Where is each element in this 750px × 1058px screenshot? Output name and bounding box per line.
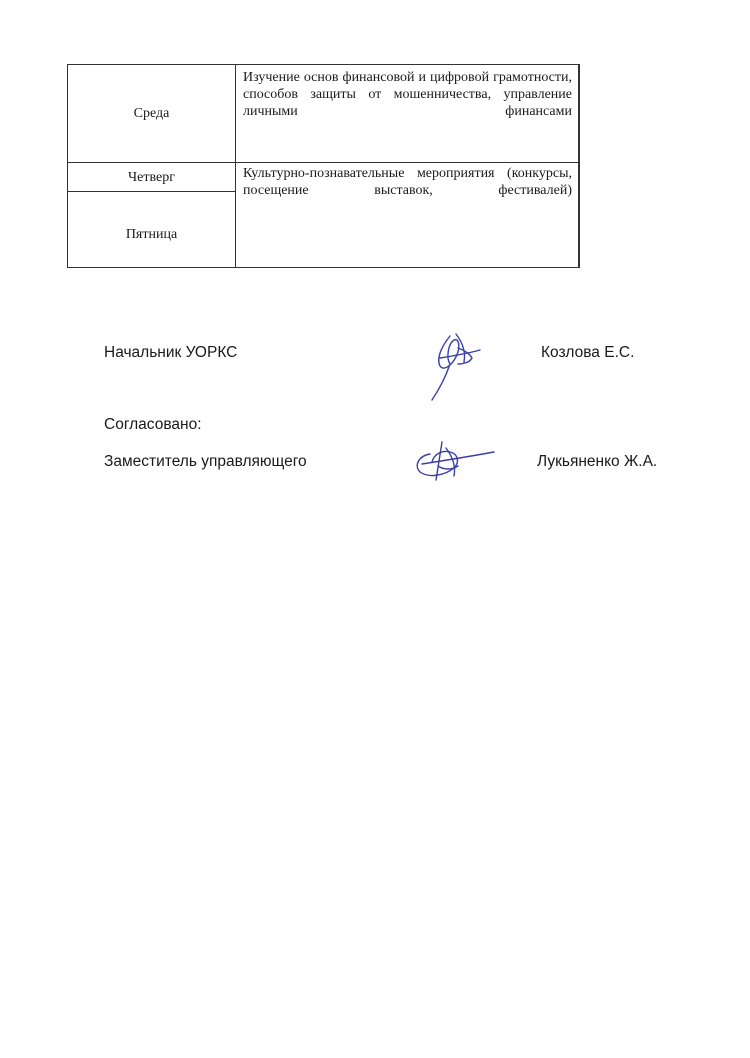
table-row xyxy=(68,65,580,163)
head-name: Козлова Е.С. xyxy=(541,344,635,361)
table-row xyxy=(68,163,580,191)
deputy-name: Лукьяненко Ж.А. xyxy=(537,453,658,470)
deputy-title: Заместитель управляющего xyxy=(104,453,307,470)
activity-text: Культурно-познавательные мероприятия (конкурсы, посещение выставок, фестивалей) xyxy=(243,166,572,199)
approved-label: Согласовано: xyxy=(104,416,202,433)
empty-column-cell xyxy=(579,65,580,268)
schedule-table xyxy=(67,64,580,268)
activity-text: Изучение основ финансовой и цифровой грамотности, способов защиты от мошенничества, управление личными финансами xyxy=(243,70,572,119)
head-title: Начальник УОРКС xyxy=(104,344,238,361)
day-cell-thursday: Четверг xyxy=(68,163,236,191)
day-cell-wednesday: Среда xyxy=(68,65,236,163)
signature-lukyanenko-icon xyxy=(408,436,498,486)
activity-cell-wednesday xyxy=(236,65,579,163)
day-cell-friday: Пятница xyxy=(68,191,236,267)
signature-kozlova-icon xyxy=(428,328,490,404)
activity-cell-thursday-friday xyxy=(236,163,579,268)
